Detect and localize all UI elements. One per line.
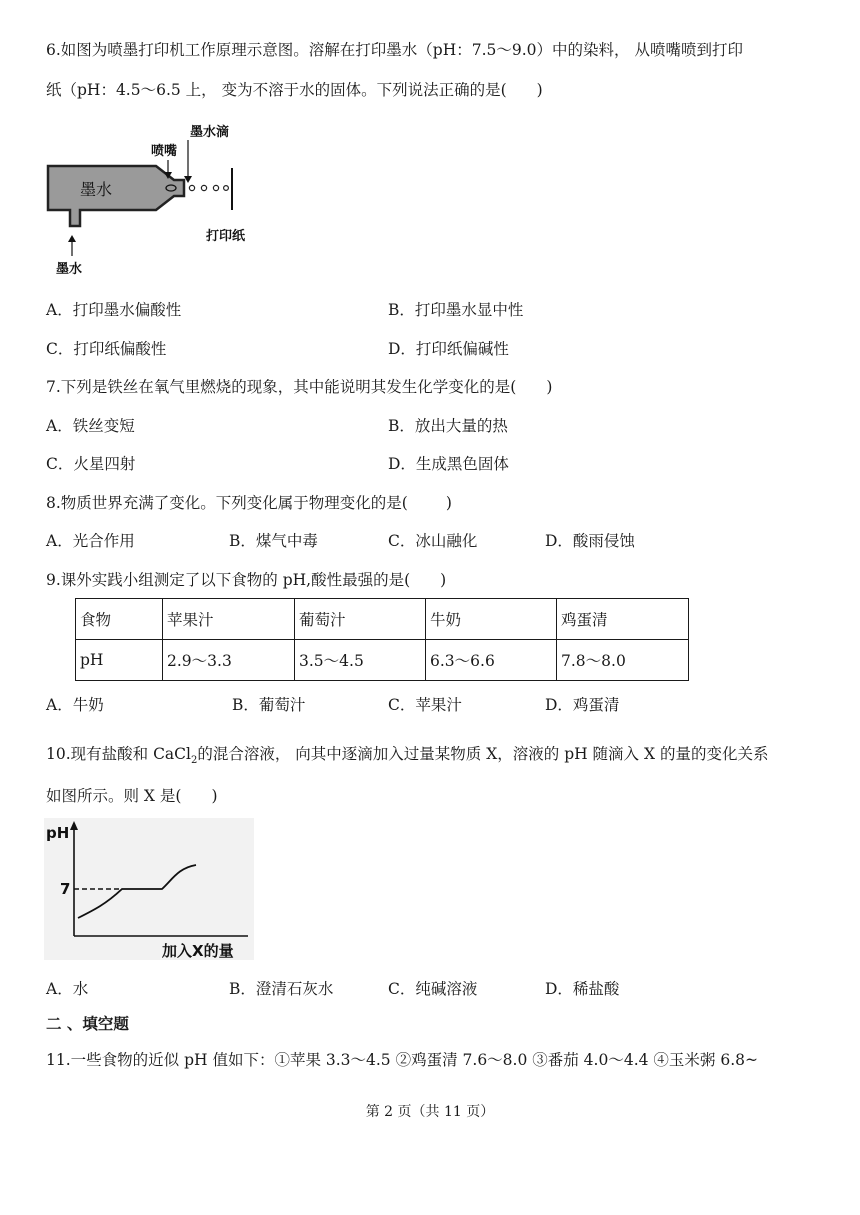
q7-option-b[interactable]: B．放出大量的热	[388, 417, 508, 435]
drop-label: 墨水滴	[190, 125, 230, 140]
ph-curve-graph	[44, 818, 254, 960]
table-row	[76, 640, 689, 681]
q9-stem-text: 9.课外实践小组测定了以下食物的 pH,酸性最强的是(	[46, 571, 411, 589]
q11-stem: 11.一些食物的近似 pH 值如下：①苹果 3.3～4.5 ②鸡蛋清 7.6～8.0 ③番茄 4.0～4.4 ④玉米粥 6.8~	[46, 1051, 758, 1069]
q7-option-d[interactable]: D．生成黑色固体	[388, 455, 509, 473]
x-axis-label: 加入X的量	[162, 942, 234, 960]
table-cell: 3.5～4.5	[295, 640, 426, 681]
table-cell: 6.3～6.6	[426, 640, 557, 681]
q7-option-c[interactable]: C．火星四射	[46, 455, 136, 473]
nozzle-label: 喷嘴	[151, 144, 178, 159]
q9-option-d[interactable]: D．鸡蛋清	[545, 696, 620, 714]
q10-option-b[interactable]: B．澄清石灰水	[229, 980, 334, 998]
food-ph-table	[75, 598, 689, 681]
table-cell: 鸡蛋清	[557, 599, 689, 640]
q6-stem-line2	[46, 79, 543, 101]
q8-stem	[46, 492, 452, 514]
q6-stem-text: 纸（pH：4.5～6.5 上， 变为不溶于水的固体。下列说法正确的是(	[46, 81, 507, 99]
table-cell: 7.8～8.0	[557, 640, 689, 681]
table-header-row	[76, 599, 689, 640]
q6-stem-line1: 6.如图为喷墨打印机工作原理示意图。溶解在打印墨水（pH：7.5～9.0）中的染料， 从喷嘴喷到打印	[46, 41, 743, 59]
y-axis-label: pH	[46, 824, 70, 842]
table-cell: 牛奶	[426, 599, 557, 640]
q6-option-d[interactable]: D．打印纸偏碱性	[388, 340, 509, 358]
q9-close-paren: )	[440, 571, 447, 589]
q8-option-c[interactable]: C．冰山融化	[388, 532, 478, 550]
q7-close-paren: )	[546, 378, 553, 396]
q9-option-b[interactable]: B．葡萄汁	[232, 696, 306, 714]
table-cell: pH	[76, 640, 163, 681]
ink-droplet	[224, 186, 229, 191]
table-cell: 食物	[76, 599, 163, 640]
ink-droplet	[213, 185, 218, 190]
printer-diagram	[44, 118, 274, 278]
q7-stem	[46, 376, 552, 398]
q6-option-c[interactable]: C．打印纸偏酸性	[46, 340, 167, 358]
inlet-label: 墨水	[56, 262, 83, 277]
q10-stem-line2	[46, 785, 218, 807]
q9-stem	[46, 569, 446, 591]
q9-option-c[interactable]: C．苹果汁	[388, 696, 462, 714]
paper-label: 打印纸	[206, 229, 246, 244]
q8-option-d[interactable]: D．酸雨侵蚀	[545, 532, 635, 550]
q7-stem-text: 7.下列是铁丝在氧气里燃烧的现象，其中能说明其发生化学变化的是(	[46, 378, 517, 396]
q8-option-a[interactable]: A．光合作用	[46, 532, 135, 550]
q10-option-d[interactable]: D．稀盐酸	[545, 980, 620, 998]
table-cell: 苹果汁	[163, 599, 295, 640]
page-footer: 第 2 页（共 11 页）	[365, 1104, 495, 1120]
q10-subscript: 2	[191, 755, 198, 767]
q10-close-paren: )	[211, 787, 218, 805]
q6-option-b[interactable]: B．打印墨水显中性	[388, 301, 524, 319]
q6-option-a[interactable]: A．打印墨水偏酸性	[46, 301, 182, 319]
section-title: 二 、填空题	[46, 1015, 129, 1033]
q10-option-a[interactable]: A．水	[46, 980, 89, 998]
q10-stem-text-b: 的混合溶液， 向其中逐滴加入过量某物质 X，溶液的 pH 随滴入 X 的量的变化关系	[197, 745, 769, 763]
q10-stem-line1	[46, 743, 768, 772]
q8-close-paren: )	[445, 494, 452, 512]
q10-stem-text-a: 10.现有盐酸和 CaCl	[46, 745, 191, 763]
q6-close-paren: )	[536, 81, 543, 99]
q7-option-a[interactable]: A．铁丝变短	[46, 417, 135, 435]
y-tick-label: 7	[60, 880, 71, 898]
ink-droplet	[189, 185, 194, 190]
q10-option-c[interactable]: C．纯碱溶液	[388, 980, 478, 998]
q9-option-a[interactable]: A．牛奶	[46, 696, 104, 714]
ink-chamber-label: 墨水	[80, 180, 113, 199]
ink-chamber	[48, 166, 184, 226]
table-cell: 2.9～3.3	[163, 640, 295, 681]
q8-stem-text: 8.物质世界充满了变化。下列变化属于物理变化的是(	[46, 494, 408, 512]
q10-stem-text: 如图所示。则 X 是(	[46, 787, 182, 805]
ink-droplet	[201, 185, 206, 190]
table-cell: 葡萄汁	[295, 599, 426, 640]
q8-option-b[interactable]: B．煤气中毒	[229, 532, 318, 550]
